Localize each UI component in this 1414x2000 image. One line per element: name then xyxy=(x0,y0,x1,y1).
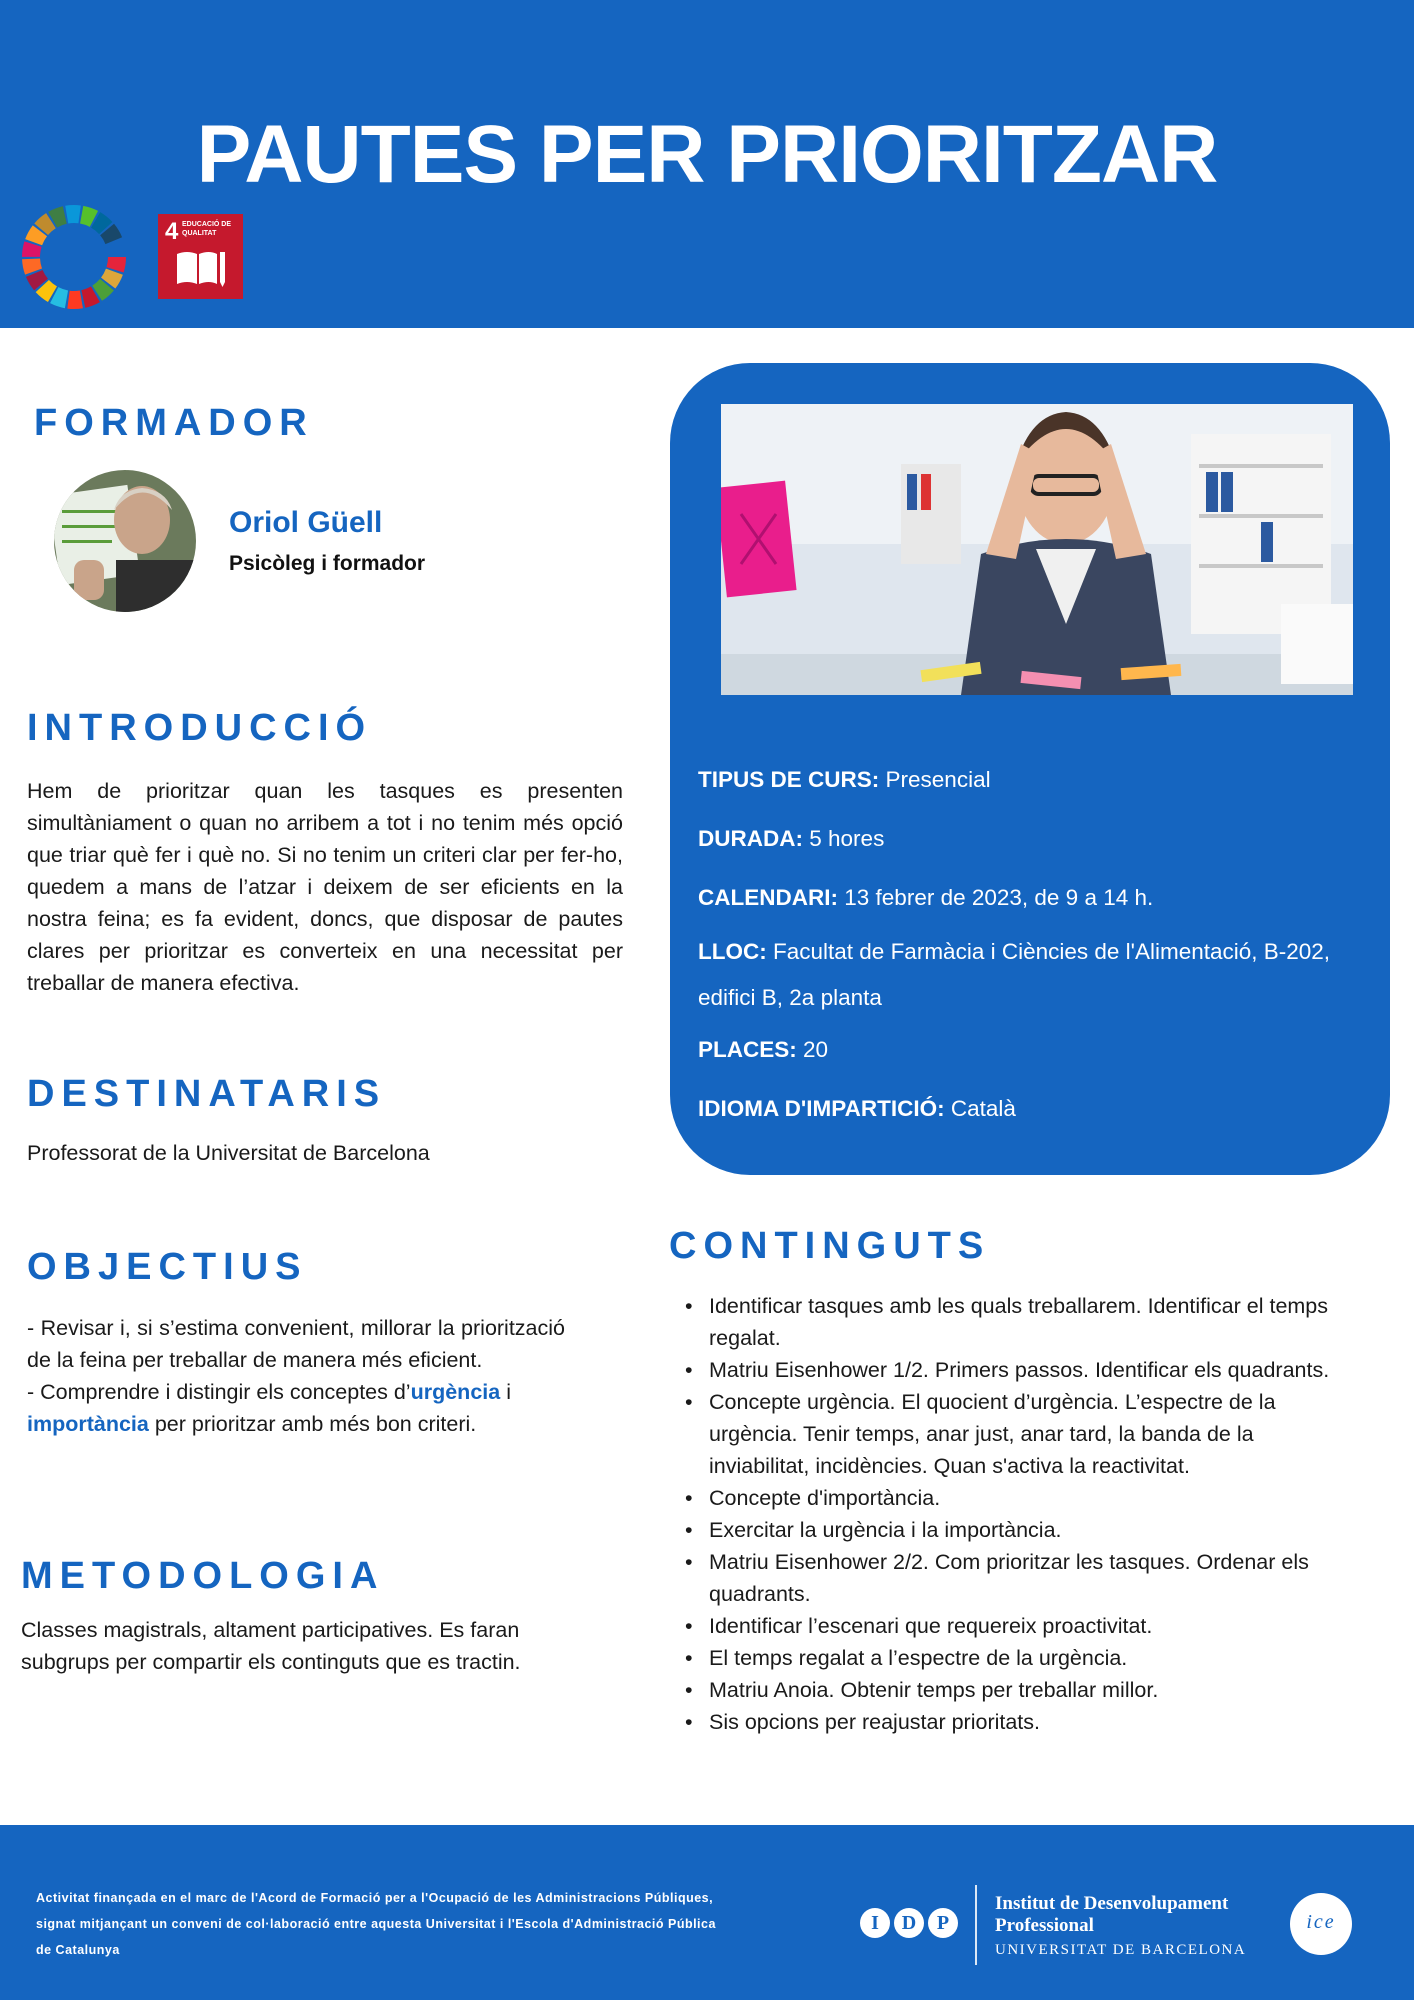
objectius-line-2-conj: i xyxy=(500,1380,511,1404)
objectius-line-1: - Revisar i, si s’estima convenient, millorar la priorització de la feina per treballar de manera més eficient. xyxy=(27,1316,565,1372)
idp-letter-d: D xyxy=(894,1908,924,1938)
list-item: • El temps regalat a l’espectre de la urgència. xyxy=(685,1642,1345,1674)
places-value: 20 xyxy=(803,1037,829,1062)
objectius-heading: OBJECTIUS xyxy=(27,1246,308,1288)
institute-line-2: Professional xyxy=(995,1915,1094,1936)
header-banner xyxy=(0,0,1414,328)
idioma-row xyxy=(698,1086,1378,1132)
list-item: • Matriu Eisenhower 2/2. Com prioritzar les tasques. Ordenar els quadrants. xyxy=(685,1546,1345,1610)
places-label: PLACES: xyxy=(698,1037,797,1062)
metodologia-heading: METODOLOGIA xyxy=(21,1555,385,1597)
calendari-label: CALENDARI: xyxy=(698,885,838,910)
trainer-name: Oriol Güell xyxy=(229,506,383,539)
lloc-value: Facultat de Farmàcia i Ciències de l'Alimentació, B-202, edifici B, 2a planta xyxy=(698,939,1331,1010)
formador-heading: FORMADOR xyxy=(34,402,314,444)
list-item: • Identificar tasques amb les quals treballarem. Identificar el temps regalat. xyxy=(685,1290,1345,1354)
avatar xyxy=(54,470,196,612)
tipus-value: Presencial xyxy=(885,767,991,792)
objectius-line-2 xyxy=(27,1376,565,1440)
university-name: UNIVERSITAT DE BARCELONA xyxy=(995,1942,1247,1958)
list-item: • Exercitar la urgència i la importància. xyxy=(685,1514,1345,1546)
tipus-row xyxy=(698,757,1378,803)
introduccio-heading: INTRODUCCIÓ xyxy=(27,707,373,749)
importancia-highlight: importància xyxy=(27,1412,149,1436)
metodologia-text: Classes magistrals, altament participatives. Es faran subgrups per compartir els continguts que es tractin. xyxy=(21,1618,521,1674)
sdg-color-wheel-icon xyxy=(20,203,128,311)
idioma-label: IDIOMA D'IMPARTICIÓ: xyxy=(698,1096,945,1121)
list-item: • Concepte d'importància. xyxy=(685,1482,1345,1514)
objectius-text xyxy=(27,1312,565,1440)
course-info-card xyxy=(670,363,1390,1175)
lloc-label: LLOC: xyxy=(698,939,767,964)
lloc-row xyxy=(698,929,1378,1021)
list-item: • Sis opcions per reajustar prioritats. xyxy=(685,1706,1345,1738)
idioma-value: Català xyxy=(950,1096,1016,1121)
sdg4-label: EDUCACIÓ DE QUALITAT xyxy=(182,221,232,237)
destinataris-text: Professorat de la Universitat de Barcelona xyxy=(27,1141,430,1165)
introduccio-text: Hem de prioritzar quan les tasques es presenten simultàniament o quan no arribem a tot i no tenim més opció que triar què fer i què no. Si no tenim un criteri clar per fer-ho, quedem a mans de l’atzar i deixem de ser eficients en la nostra feina; es fa evident, doncs, que disposar de pautes clares per prioritzar es converteix en una necessitat per treballar de manera efectiva. xyxy=(27,779,623,995)
durada-label: DURADA: xyxy=(698,826,803,851)
footer-funding-text: Activitat finançada en el marc de l'Acord de Formació per a l'Ocupació de les Administracions Públiques, signat mitjançant un conveni de col·laboració entre aquesta Universitat i l'Escola d'Administració Pública de Catalunya xyxy=(36,1891,716,1957)
urgencia-highlight: urgència xyxy=(410,1380,501,1404)
list-item: • Matriu Eisenhower 1/2. Primers passos. Identificar els quadrants. xyxy=(685,1354,1345,1386)
idp-letter-i: I xyxy=(860,1908,890,1938)
trainer-role: Psicòleg i formador xyxy=(229,552,426,575)
calendari-row xyxy=(698,875,1378,921)
sdg4-number: 4 xyxy=(165,218,179,245)
ice-logo: ice xyxy=(1290,1893,1352,1955)
idp-logo xyxy=(860,1908,958,1938)
open-book-pencil-icon xyxy=(175,248,227,288)
list-item: • Concepte urgència. El quocient d’urgència. L’espectre de la urgència. Tenir temps, anar just, anar tard, la banda de la inviabilitat, incidències. Quan s'activa la reactivitat. xyxy=(685,1386,1345,1482)
sdg4-badge xyxy=(158,214,243,299)
continguts-list xyxy=(685,1290,1345,1738)
page-title: PAUTES PER PRIORITZAR xyxy=(196,109,1218,200)
objectius-line-2-end: per prioritzar amb més bon criteri. xyxy=(148,1412,477,1436)
destinataris-heading: DESTINATARIS xyxy=(27,1073,387,1115)
objectius-line-2-text: - Comprendre i distingir els conceptes d’ xyxy=(27,1380,411,1404)
places-row xyxy=(698,1027,1378,1073)
calendari-value: 13 febrer de 2023, de 9 a 14 h. xyxy=(844,885,1154,910)
tipus-label: TIPUS DE CURS: xyxy=(698,767,880,792)
footer-divider xyxy=(975,1885,977,1965)
idp-letter-p: P xyxy=(928,1908,958,1938)
stressed-woman-photo xyxy=(721,404,1353,695)
durada-value: 5 hores xyxy=(809,826,885,851)
institute-logo-text xyxy=(995,1893,1246,1963)
durada-row xyxy=(698,816,1378,862)
list-item: • Identificar l’escenari que requereix proactivitat. xyxy=(685,1610,1345,1642)
trainer-photo xyxy=(54,470,196,612)
continguts-heading: CONTINGUTS xyxy=(669,1225,991,1267)
list-item: • Matriu Anoia. Obtenir temps per treballar millor. xyxy=(685,1674,1345,1706)
institute-line-1: Institut de Desenvolupament xyxy=(995,1893,1229,1914)
footer xyxy=(0,1825,1414,2000)
